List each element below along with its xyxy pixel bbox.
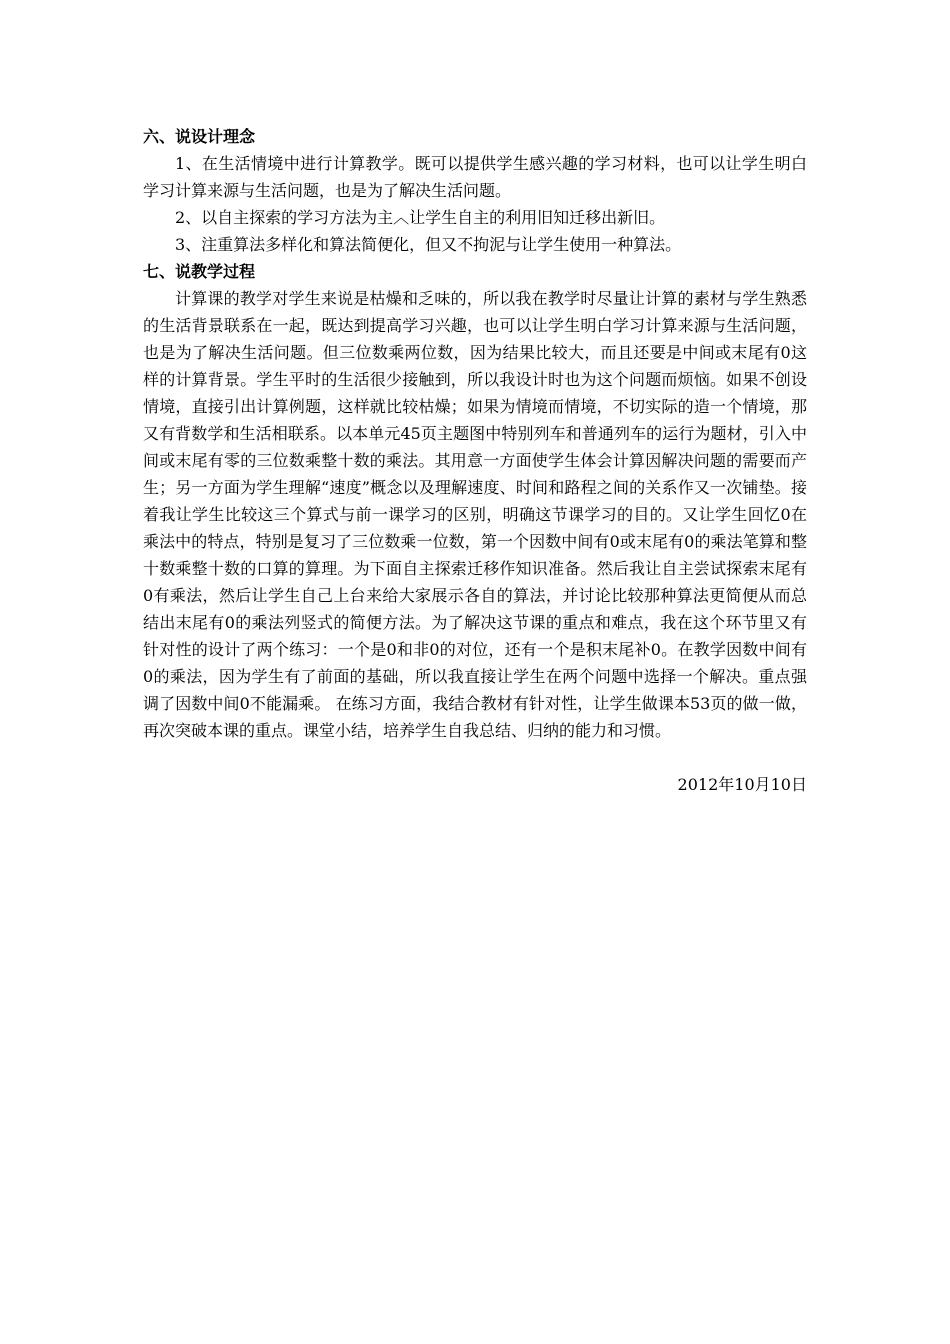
section-heading-design-concept: 六、说设计理念 <box>143 127 256 146</box>
teaching-process-body: 计算课的教学对学生来说是枯燥和乏味的，所以我在教学时尽量让计算的素材与学生熟悉的生活背景联系在一起，既达到提高学习兴趣，也可以让学生明白学习计算来源与生活问题，也是为了解决生活问题。但三位数乘两位数，因为结果比较大，而且还要是中间或末尾有0这样的计算背景。学生平时的生活很少接触到，所以我设计时也为这个问题而烦恼。如果不创设情境，直接引出计算例题，这样就比较枯燥；如果为情境而情境，不切实际的造一个情境，那又有背数学和生活相联系。以本单元45页主题图中特别列车和普通列车的运行为题材，引入中间或末尾有零的三位数乘整十数的乘法。其用意一方面使学生体会计算因解决问题的需要而产生；另一方面为学生理解“速度”概念以及理解速度、时间和路程之间的关系作又一次铺垫。接着我让学生比较这三个算式与前一课学习的区别，明确这节课学习的目的。又让学生回忆0在乘法中的特点，特别是复习了三位数乘一位数，第一个因数中间有0或末尾有0的乘法笔算和整十数乘整十数的口算的算理。为下面自主探索迁移作知识准备。然后我让自主尝试探索末尾有0有乘法，然后让学生自己上台来给大家展示各自的算法，并讨论比较那种算法更简便从而总结出末尾有0的乘法列竖式的简便方法。为了解决这节课的重点和难点，我在这个环节里又有针对性的设计了两个练习：一个是0和非0的对位，还有一个是积末尾补0。在教学因数中间有0的乘法，因为学生有了前面的基础，所以我直接让学生在两个问题中选择一个解决。重点强调了因数中间0不能漏乘。 在练习方面，我结合教材有针对性，让学生做课本53页的做一做，再次突破本课的重点。课堂小结，培养学生自我总结、归纳的能力和习惯。 <box>143 289 807 740</box>
design-concept-item-1: 1、在生活情境中进行计算教学。既可以提供学生感兴趣的学习材料，也可以让学生明白学习计算来源与生活问题，也是为了解决生活问题。 <box>143 154 807 200</box>
design-concept-item-3: 3、注重算法多样化和算法简便化，但又不拘泥与让学生使用一种算法。 <box>175 235 682 254</box>
design-concept-item-2: 2、以自主探索的学习方法为主︿让学生自主的利用旧知迁移出新旧。 <box>175 208 666 227</box>
document-date: 2012年10月10日 <box>677 775 807 794</box>
document-page <box>143 123 807 798</box>
section-heading-teaching-process: 七、说教学过程 <box>143 262 256 281</box>
